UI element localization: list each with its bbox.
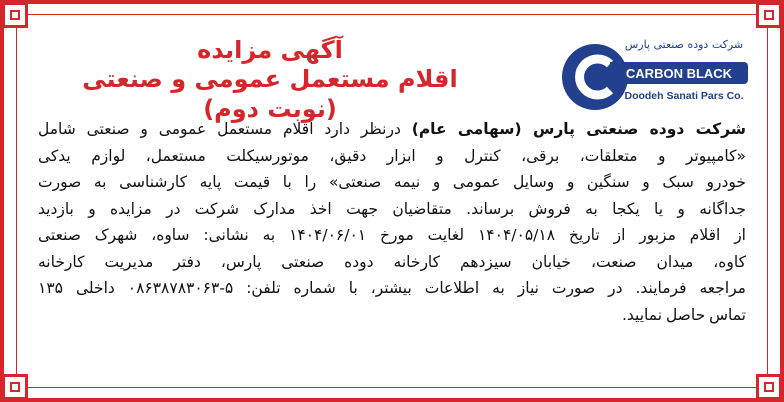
body-line: مراجعه فرمایند. در صورت نیاز به اطلاعات بیشتر، با شماره تلفن: ۵-۰۸۶۳۸۷۸۳۰۶۳ داخلی ۱۳۵ [38,279,746,297]
body-line [38,116,746,143]
corner-ornament [756,2,782,28]
body-line: کاوه، میدان صنعت، خیابان سیزدهم کارخانه دوده صنعتی پارس، دفتر مدیریت کارخانه [38,252,746,271]
ad-body [38,116,746,328]
corner-ornament [2,374,28,400]
title-heading: آگهی مزایده [197,36,343,64]
logo-brand: CARBON BLACK [610,62,748,84]
body-line-1-text: درنظر دارد اقلام مستعمل عمومی و صنعتی شامل [38,120,412,138]
company-logo [560,38,750,124]
corner-ornament [756,374,782,400]
body-line: خودرو سبک و سنگین و وسایل عمومی و نیمه صنعتی» را با قیمت پایه کارشناسی به صورت [38,173,746,191]
logo-company-name: شرکت دوده صنعتی پارس [624,38,744,51]
body-line: از اقلام مزبور از تاریخ ۱۴۰۴/۰۵/۱۸ لغایت مورخ ۱۴۰۴/۰۶/۰۱ به نشانی: ساوه، شهرک صنعتی [38,226,746,244]
title-subheading: اقلام مستعمل عمومی و صنعتی (نوبت دوم) [82,65,458,123]
logo-company-english: Doodeh Sanati Pars Co. [624,90,744,102]
body-line: جداگانه و یا یکجا به فروش برساند. متقاضیان جهت اخذ مدارک شرکت در مزایده و بازدید [38,199,746,218]
body-line: تماس حاصل نمایید. [621,305,746,324]
ad-title [80,36,460,124]
company-name: شرکت دوده صنعتی پارس (سهامی عام) [411,120,746,138]
body-line: «کامپیوتر و متعلقات، برقی، کنترل و ابزار دقیق، موتورسیکلت مستعمل، لوازم یدکی [38,146,746,165]
corner-ornament [2,2,28,28]
